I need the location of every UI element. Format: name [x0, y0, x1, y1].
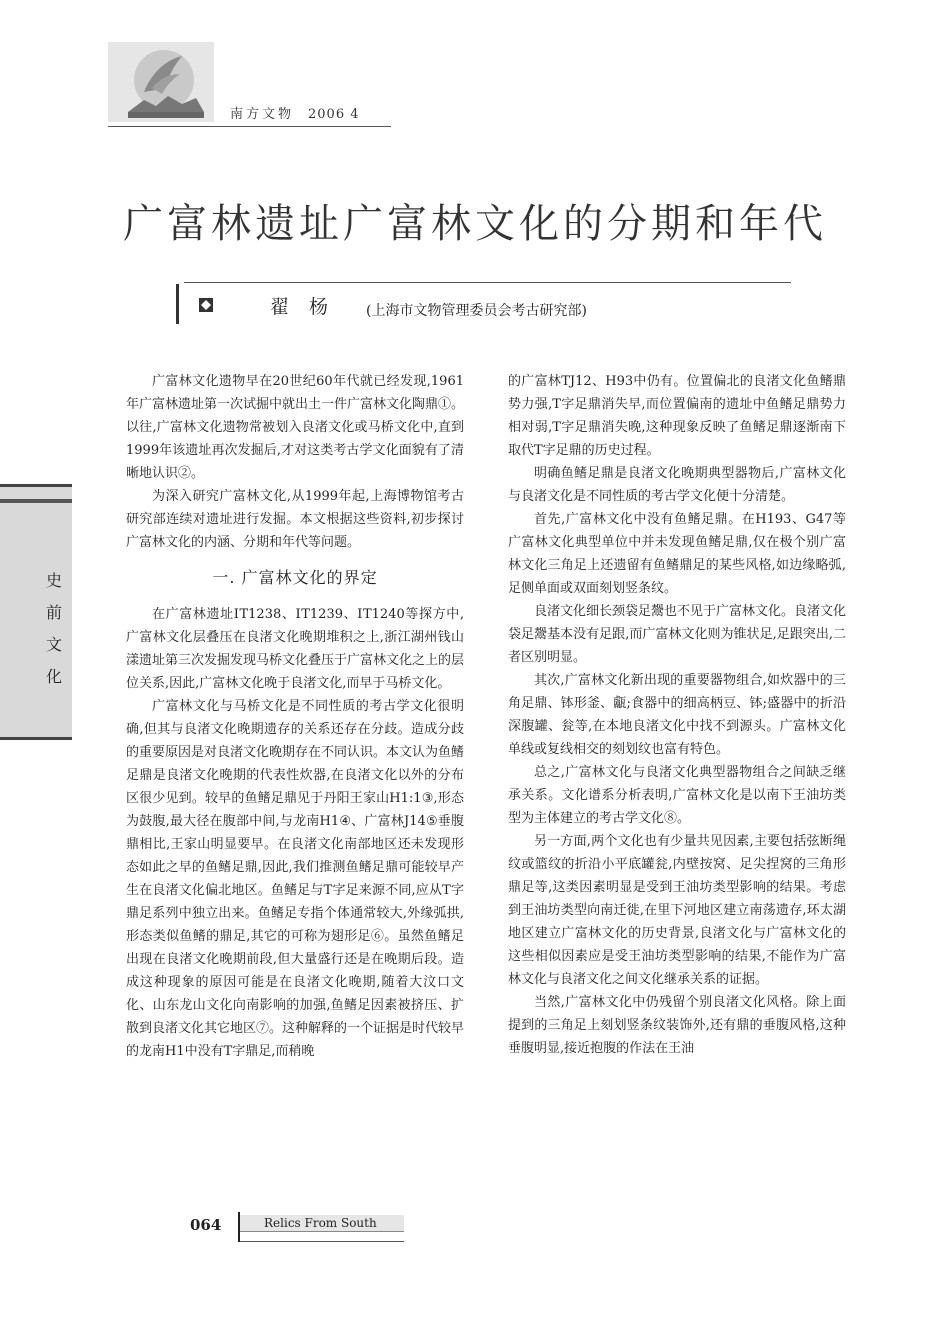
paragraph: 另一方面,两个文化也有少量共见因素,主要包括弦断绳纹或篮纹的折沿小平底罐瓮,内壁按窝、足尖捏窝的三角形鼎足等,这类因素明显是受到王油坊类型影响的结果。考虑到王油坊类型向南迁徙,在里下河地区建立南荡遗存,环太湖地区建立广富林文化的历史背景,良渚文化与广富林文化的这些相似因素应是受王油坊类型影响的结果,不能作为广富林文化与良渚文化之间文化继承关系的证据。 [508, 834, 846, 987]
paragraph: 广富林文化遗物早在20世纪60年代就已经发现,1961年广富林遗址第一次试掘中就出土一件广富林文化陶鼎①。以往,广富林文化遗物常被划入良渚文化或马桥文化中,直到1999年该遗址再次发掘后,才对这类考古学文化面貌有了清晰地认识②。 [126, 374, 465, 481]
paragraph: 明确鱼鳍足鼎是良渚文化晚期典型器物后,广富林文化与良渚文化是不同性质的考古学文化便十分清楚。 [508, 466, 846, 504]
diamond-square-icon [198, 297, 214, 313]
paragraph: 为深入研究广富林文化,从1999年起,上海博物馆考古研究部连续对遗址进行发掘。本文根据这些资料,初步探讨广富林文化的内涵、分期和年代等问题。 [126, 489, 464, 550]
paragraph: 首先,广富林文化中没有鱼鳍足鼎。在H193、G47等广富林文化典型单位中并未发现鱼鳍足鼎,仅在极个别广富林文化三角足上还遗留有鱼鳍鼎足的某些风格,如边缘略弧,足侧单面或双面刻划竖条纹。 [508, 512, 846, 596]
author-bar [176, 284, 179, 324]
section-tab-stripe [0, 499, 72, 503]
paragraph: 当然,广富林文化中仍残留个别良渚文化风格。除上面提到的三角足上刻划竖条纹装饰外,还有鼎的垂腹风格,这种垂腹明显,接近抱腹的作法在王油 [508, 995, 846, 1056]
paragraph: 的广富林TJ12、H93中仍有。位置偏北的良渚文化鱼鳍鼎势力强,T字足鼎消失早,而位置偏南的遗址中鱼鳍足鼎势力相对弱,T字足鼎消失晚,这种现象反映了鱼鳍足鼎逐渐南下取代T字足鼎的历史过程。 [508, 374, 846, 458]
section-tab-char: 文 [45, 635, 62, 654]
article-title: 广富林遗址广富林文化的分期和年代 [123, 201, 827, 247]
section-tab-char: 前 [45, 603, 62, 622]
author-rule [184, 282, 791, 283]
section-tab-char: 化 [45, 667, 62, 686]
section-tab-char: 史 [45, 571, 62, 590]
footer-journal-box [240, 1215, 404, 1232]
section-tab [0, 484, 72, 740]
journal-name: 南方文物 [230, 107, 295, 122]
page-number: 064 [190, 1216, 222, 1234]
journal-logo [108, 42, 214, 122]
journal-header [230, 103, 374, 122]
journal-issue: 2006 4 [308, 107, 360, 122]
footer-rule [240, 1241, 404, 1242]
paragraph: 总之,广富林文化与良渚文化典型器物组合之间缺乏继承关系。文化谱系分析表明,广富林文化是以南下王油坊类型为主体建立的考古学文化⑧。 [508, 765, 846, 826]
author-name: 翟杨 [270, 296, 349, 318]
right-column [508, 370, 846, 1060]
header-rule [108, 126, 391, 127]
paragraph: 良渚文化细长颈袋足鬶也不见于广富林文化。良渚文化袋足鬶基本没有足跟,而广富林文化则为锥状足,足跟突出,二者区别明显。 [508, 604, 847, 665]
author-affiliation: (上海市文物管理委员会考古研究部) [366, 303, 587, 319]
left-column [126, 370, 464, 1063]
paragraph: 广富林文化与马桥文化是不同性质的考古学文化很明确,但其与良渚文化晚期遗存的关系还存在分歧。造成分歧的重要原因是对良渚文化晚期存在不同认识。本文认为鱼鳍足鼎是良渚文化晚期的代表性炊器,在良渚文化以外的分布区很少见到。较早的鱼鳍足鼎见于丹阳王家山H1:1③,形态为鼓腹,最大径在腹部中间,与龙南H1④、广富林J14⑤垂腹鼎相比,王家山明显要早。在良渚文化南部地区还未发现形态如此之早的鱼鳍足鼎,因此,我们推测鱼鳍足鼎可能较早产生在良渚文化偏北地区。鱼鳍足与T字足来源不同,应从T字鼎足系列中独立出来。鱼鳍足专指个体通常较大,外缘弧拱,形态类似鱼鳍的鼎足,其它的可称为翅形足⑥。虽然鱼鳍足出现在良渚文化晚期前段,但大量盛行还是在晚期后段。造成这种现象的原因可能是在良渚文化晚期,随着大汶口文化、山东龙山文化向南影响的加强,鱼鳍足因素被挤压、扩散到良渚文化其它地区⑦。这种解释的一个证据是时代较早的龙南H1中没有T字鼎足,而稍晚 [126, 699, 465, 1059]
paragraph: 其次,广富林文化新出现的重要器物组合,如炊器中的三角足鼎、钵形釜、甗;食器中的细高柄豆、钵;盛器中的折沿深腹罐、瓮等,在本地良渚文化中找不到源头。广富林文化单线或复线相交的刻划纹也富有特色。 [508, 673, 846, 757]
section-heading: 一. 广富林文化的界定 [212, 568, 378, 587]
footer-journal-name: Relics From South [264, 1216, 377, 1230]
paragraph: 在广富林遗址ⅠT1238、ⅠT1239、ⅠT1240等探方中,广富林文化层叠压在良渚文化晚期堆积之上,浙江湖州钱山漾遗址第三次发掘发现马桥文化叠压于广富林文化之上的层位关系,因此,广富林文化晚于良渚文化,而早于马桥文化。 [126, 607, 465, 691]
